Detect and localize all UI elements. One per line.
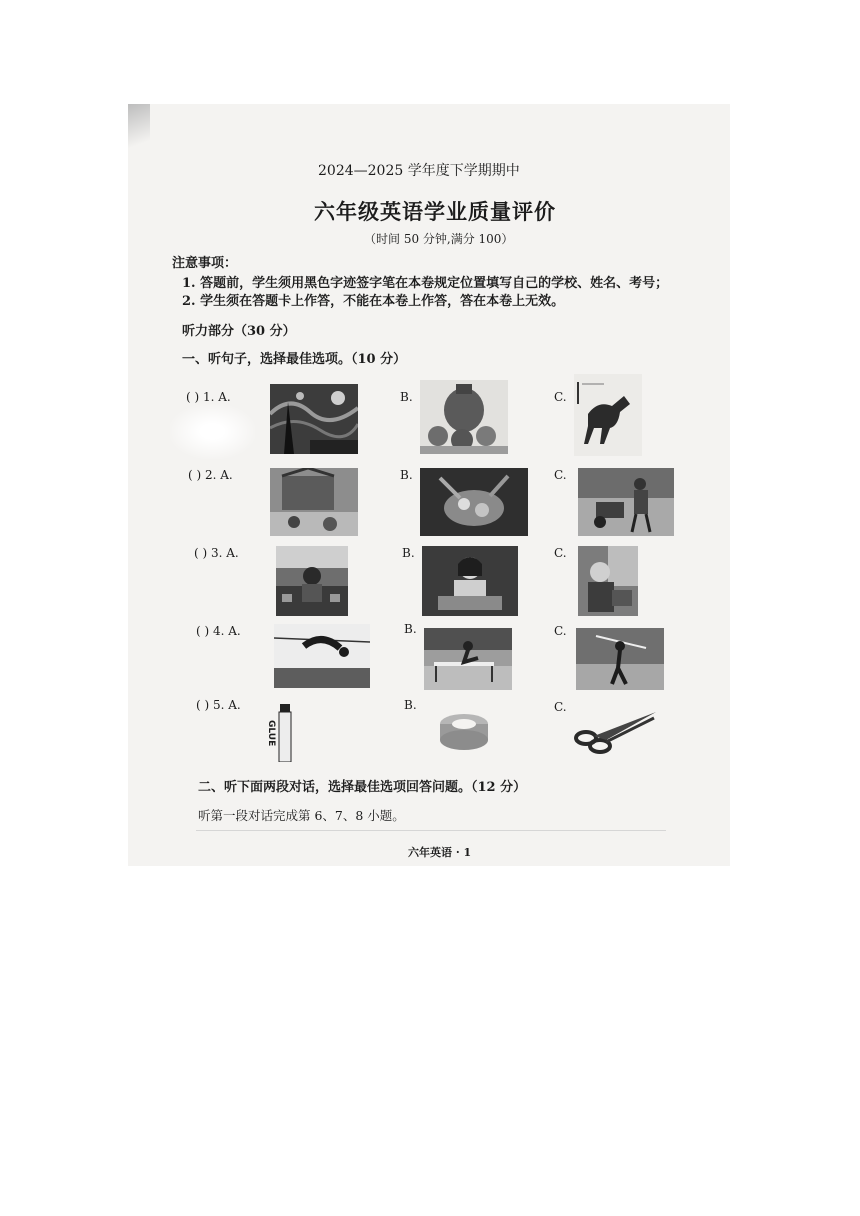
question-4-option-b: B.: [404, 622, 417, 636]
question-2-option-b: B.: [400, 468, 413, 482]
section1-title: 一、听句子，选择最佳选项。（10 分）: [182, 352, 407, 367]
woman-laptop-icon: [422, 546, 518, 616]
glue-stick-icon: [278, 704, 292, 762]
still-life-painting-icon: [420, 380, 508, 454]
glue-label: GLUE: [266, 720, 276, 747]
question-4-number: ( ) 4. A.: [196, 624, 241, 638]
high-jump-icon: [274, 624, 370, 688]
scan-glare: [170, 404, 255, 459]
horse-ink-painting-icon: [574, 374, 642, 456]
pilot-cockpit-icon: [276, 546, 348, 616]
question-3-option-c: C.: [554, 546, 567, 560]
exam-title: 六年级英语学业质量评价: [314, 199, 556, 224]
question-1-number: ( ) 1. A.: [186, 390, 231, 404]
scissors-icon: [572, 708, 658, 754]
question-3-option-b: B.: [402, 546, 415, 560]
question-5-option-c: C.: [554, 700, 567, 714]
question-5-number: ( ) 5. A.: [196, 698, 241, 712]
question-2-number: ( ) 2. A.: [188, 468, 233, 482]
starry-night-painting-icon: [270, 384, 358, 454]
question-4-option-c: C.: [554, 624, 567, 638]
notice-title: 注意事项：: [172, 256, 238, 271]
notice-item-1: 1. 答题前，学生须用黑色字迹签字笔在本卷规定位置填写自己的学校、姓名、考号；: [182, 276, 669, 291]
section2-title: 二、听下面两段对话，选择最佳选项回答问题。（12 分）: [198, 780, 527, 795]
question-3-number: ( ) 3. A.: [194, 546, 239, 560]
school-year: 2024—2025 学年度下学期期中: [318, 163, 520, 179]
notice-item-2: 2. 学生须在答题卡上作答，不能在本卷上作答，答在本卷上无效。: [182, 294, 565, 309]
time-info: （时间 50 分钟,满分 100）: [364, 232, 514, 246]
question-2-option-c: C.: [554, 468, 567, 482]
question-1-option-b: B.: [400, 390, 413, 404]
divider: [196, 830, 666, 831]
picnic-basket-icon: [270, 468, 358, 536]
cooking-food-icon: [420, 468, 528, 536]
page-footer: 六年英语 · 1: [408, 846, 472, 859]
hurdles-icon: [424, 628, 512, 690]
gardening-wheelbarrow-icon: [578, 468, 674, 536]
mechanic-engine-icon: [578, 546, 638, 616]
question-1-option-c: C.: [554, 390, 567, 404]
dialog-note: 听第一段对话完成第 6、7、8 小题。: [198, 808, 405, 823]
scan-shadow: [128, 104, 150, 152]
listening-title: 听力部分（30 分）: [182, 324, 296, 339]
tape-roll-icon: [438, 710, 490, 750]
exam-paper: [128, 104, 730, 866]
javelin-icon: [576, 628, 664, 690]
question-5-option-b: B.: [404, 698, 417, 712]
